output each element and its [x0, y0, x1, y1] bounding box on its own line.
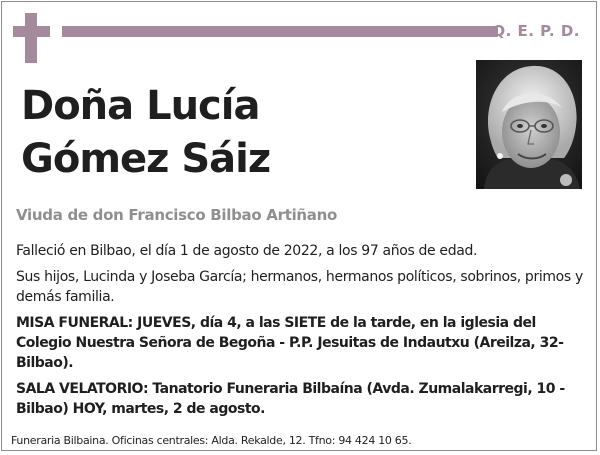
cross-icon — [13, 13, 50, 63]
funeral-home-footer: Funeraria Bilbaina. Oficinas centrales: Alda. Rekalde, 12. Tfno: 94 424 10 65. — [11, 434, 412, 447]
header-rule — [62, 26, 498, 37]
obituary-card — [1, 1, 597, 451]
deceased-name — [21, 80, 270, 186]
funeral-mass-notice: MISA FUNERAL: JUEVES, día 4, a las SIETE de la tarde, en la iglesia del Colegio Nuestra Señora de Begoña - P.P. Jesuitas de Indautxu (Areilza, 32- Bilbao). — [16, 315, 564, 371]
deceased-photo — [476, 60, 582, 189]
widow-of-line: Viuda de don Francisco Bilbao Artiñano — [16, 206, 337, 224]
qepd-label: Q. E. P. D. — [492, 22, 580, 40]
family-notice: Sus hijos, Lucinda y Joseba García; hermanos, hermanos políticos, sobrinos, primos y demás familia. — [16, 269, 583, 305]
death-notice: Falleció en Bilbao, el día 1 de agosto de 2022, a los 97 años de edad. — [16, 243, 478, 259]
deceased-name-line1: Doña Lucía — [21, 83, 260, 129]
deceased-name-line2: Gómez Sáiz — [21, 136, 271, 182]
obituary-body — [16, 241, 588, 425]
wake-room-notice: SALA VELATORIO: Tanatorio Funeraria Bilbaína (Avda. Zumalakarregi, 10 - Bilbao) HOY, martes, 2 de agosto. — [16, 381, 565, 417]
